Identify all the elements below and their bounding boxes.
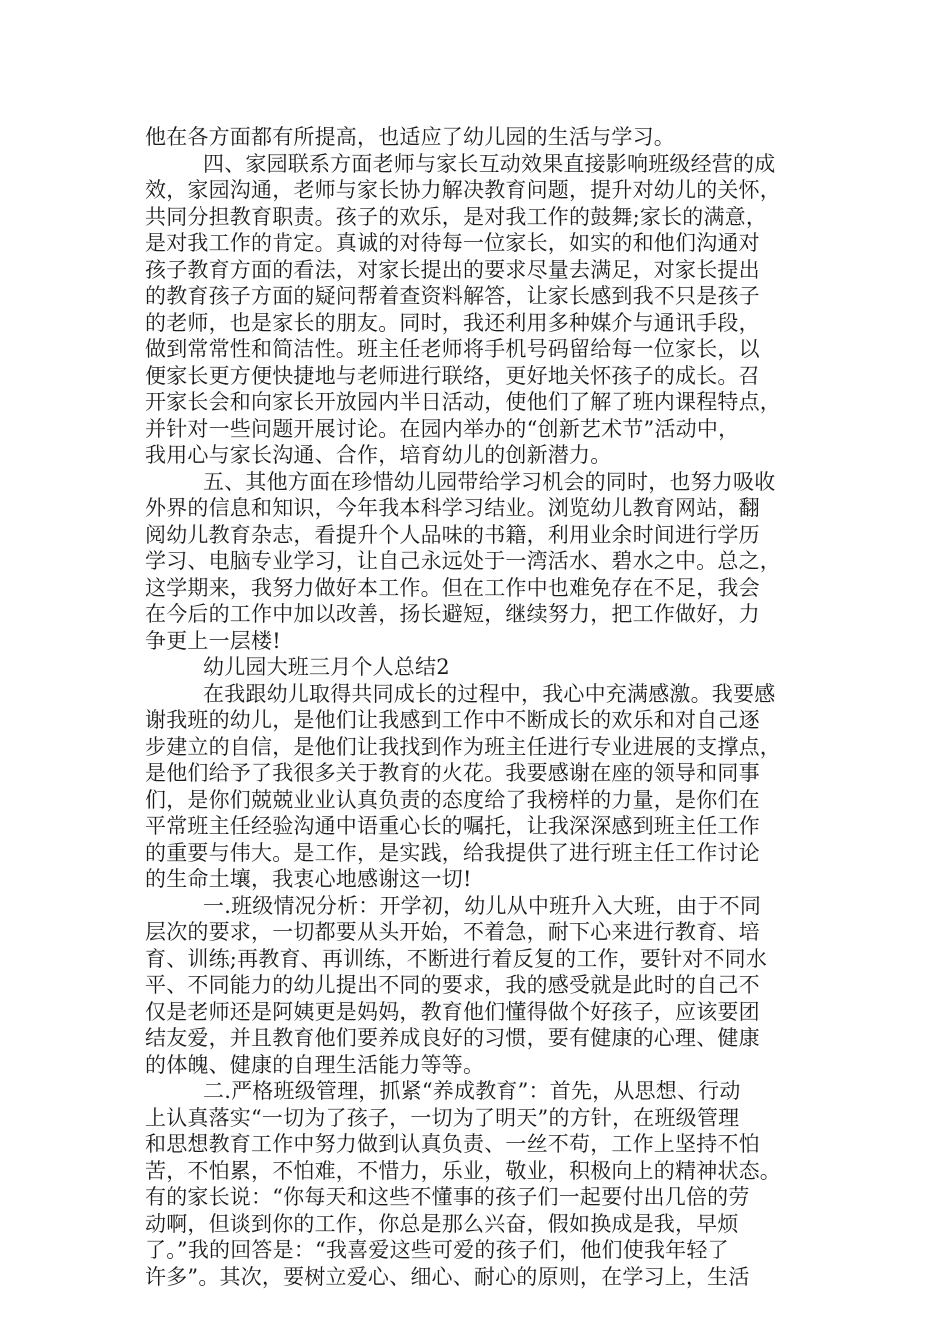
text-line: 幼儿园大班三月个人总结2 — [203, 655, 450, 679]
text-line: 四、家园联系方面老师与家长互动效果直接影响班级经营的成 — [203, 151, 776, 176]
text-line: 共同分担教育职责。孩子的欢乐，是对我工作的鼓舞;家长的满意， — [145, 204, 768, 229]
text-line: 外界的信息和知识，今年我本科学习结业。浏览幼儿教育网站，翻 — [145, 496, 760, 520]
text-line: 步建立的自信，是他们让我找到作为班主任进行专业进展的支撑点， — [145, 734, 781, 759]
text-line: 是对我工作的肯定。真诚的对待每一位家长，如实的和他们沟通对 — [145, 231, 760, 255]
text-line: 开家长会和向家长开放园内半日活动，使他们了解了班内课程特点， — [145, 390, 781, 414]
text-line: 是他们给予了我很多关于教育的火花。我要感谢在座的领导和同事 — [145, 761, 760, 785]
text-line: 了。”我的回答是：“我喜爱这些可爱的孩子们，他们使我年轻了 — [145, 1238, 729, 1262]
text-line: 便家长更方便快捷地与老师进行联络，更好地关怀孩子的成长。召 — [145, 363, 760, 388]
text-line: 结友爱，并且教育他们要养成良好的习惯，要有健康的心理、健康 — [145, 1026, 760, 1050]
text-line: 苦，不怕累，不怕难，不惜力，乐业，敬业，积极向上的精神状态。 — [145, 1158, 781, 1183]
text-line: 层次的要求，一切都要从头开始，不着急，耐下心来进行教育、培 — [145, 920, 760, 944]
text-line: 和思想教育工作中努力做到认真负责、一丝不苟，工作上坚持不怕 — [145, 1132, 760, 1156]
text-line: 许多”。其次，要树立爱心、细心、耐心的原则，在学习上，生活 — [145, 1264, 750, 1289]
text-line: 仅是老师还是阿姨更是妈妈，教育他们懂得做个好孩子，应该要团 — [145, 999, 760, 1024]
text-line: 的老师，也是家长的朋友。同时，我还利用多种媒介与通讯手段， — [145, 310, 760, 335]
text-line: 学习、电脑专业学习，让自己永远处于一湾活水、碧水之中。总之， — [145, 549, 781, 573]
text-line: 谢我班的幼儿，是他们让我感到工作中不断成长的欢乐和对自己逐 — [145, 708, 760, 732]
text-line: 的重要与伟大。是工作，是实践，给我提供了进行班主任工作讨论 — [145, 840, 760, 865]
text-line: 五、其他方面在珍惜幼儿园带给学习机会的同时，也努力吸收 — [203, 469, 776, 494]
text-line: 在我跟幼儿取得共同成长的过程中，我心中充满感激。我要感 — [203, 681, 776, 706]
text-line: 上认真落实“一切为了孩子，一切为了明天”的方针，在班级管理 — [145, 1105, 740, 1130]
text-line: 孩子教育方面的看法，对家长提出的要求尽量去满足，对家长提出 — [145, 257, 760, 282]
text-line: 平、不同能力的幼儿提出不同的要求，我的感受就是此时的自己不 — [145, 973, 760, 997]
text-line: 效，家园沟通，老师与家长协力解决教育问题，提升对幼儿的关怀， — [145, 178, 781, 202]
text-line: 育、训练;再教育、再训练，不断进行着反复的工作，要针对不同水 — [145, 946, 768, 971]
text-line: 并针对一些问题开展讨论。在园内举办的“创新艺术节”活动中， — [145, 416, 740, 441]
text-line: 争更上一层楼! — [145, 628, 281, 653]
text-line: 一.班级情况分析：开学初，幼儿从中班升入大班，由于不同 — [203, 893, 762, 918]
text-line: 动啊，但谈到你的工作，你总是那么兴奋，假如换成是我，早烦 — [145, 1211, 739, 1236]
text-line: 的教育孩子方面的疑问帮着查资料解答，让家长感到我不只是孩子 — [145, 284, 760, 308]
text-line: 的生命土壤，我衷心地感谢这一切! — [145, 867, 472, 891]
text-line: 们，是你们兢兢业业认真负责的态度给了我榜样的力量，是你们在 — [145, 787, 760, 812]
text-line: 他在各方面都有所提高，也适应了幼儿园的生活与学习。 — [145, 125, 675, 149]
text-line: 有的家长说：“你每天和这些不懂事的孩子们一起要付出几倍的劳 — [145, 1185, 750, 1209]
text-line: 在今后的工作中加以改善，扬长避短，继续努力，把工作做好，力 — [145, 602, 760, 626]
text-line: 平常班主任经验沟通中语重心长的嘱托，让我深深感到班主任工作 — [145, 814, 760, 838]
text-line: 的体魄、健康的自理生活能力等等。 — [145, 1052, 485, 1077]
text-line: 做到常常性和简洁性。班主任老师将手机号码留给每一位家长，以 — [145, 337, 760, 361]
text-line: 这学期来，我努力做好本工作。但在工作中也难免存在不足，我会 — [145, 575, 760, 600]
text-line: 我用心与家长沟通、合作，培育幼儿的创新潜力。 — [145, 443, 612, 467]
text-line: 二.严格班级管理，抓紧“养成教育”：首先，从思想、行动 — [203, 1079, 741, 1103]
text-line: 阅幼儿教育杂志，看提升个人品味的书籍，利用业余时间进行学历 — [145, 522, 760, 547]
document-body — [145, 124, 835, 1290]
